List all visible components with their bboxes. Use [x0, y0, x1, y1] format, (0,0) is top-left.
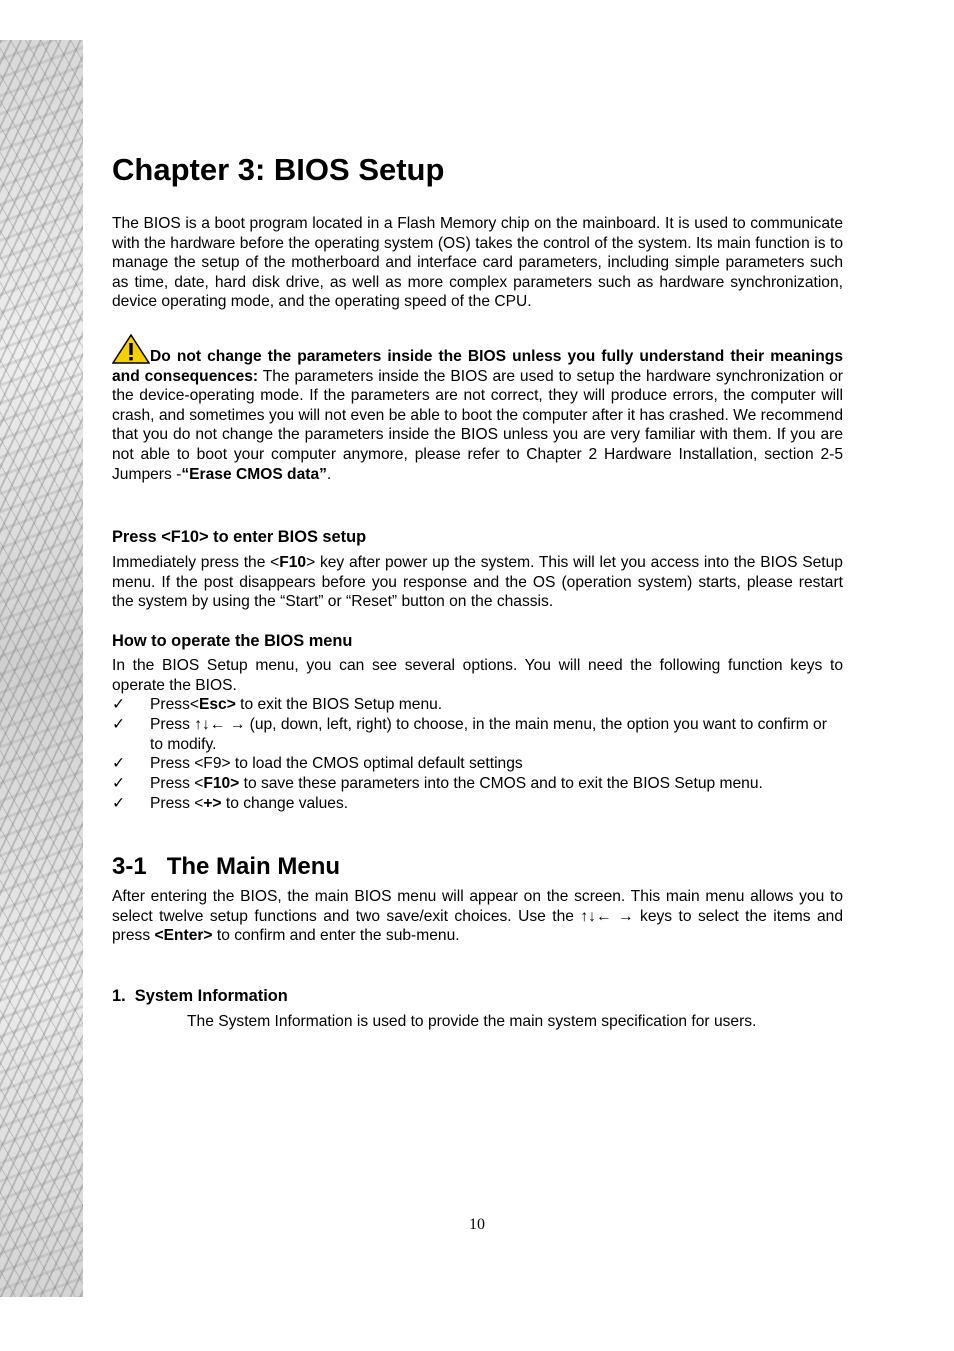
check-icon: ✓ — [112, 715, 126, 733]
item-text: Press < — [150, 794, 204, 812]
check-icon: ✓ — [112, 755, 126, 773]
function-key-list — [112, 695, 843, 814]
list-item — [112, 774, 843, 794]
intro-paragraph: The BIOS is a boot program located in a Flash Memory chip on the mainboard. It is used to communicate with the hardware before the operating system (OS) takes the control of the system. Its main function is to manage the setup of the motherboard and interface card parameters, including simple parameters such as time, date, hard disk drive, as well as more complex parameters such as hardware synchronization, device operating mode, and the operating speed of the CPU. — [112, 215, 843, 311]
item-text: to change values. — [221, 794, 349, 812]
item-text: Press ↑↓← → (up, down, left, right) to choose, in the main menu, the option you want to confirm or to modify. — [150, 715, 827, 753]
operate-heading: How to operate the BIOS menu — [112, 632, 353, 650]
check-icon: ✓ — [112, 696, 126, 713]
main-menu-heading: 3-1 The Main Menu — [112, 853, 341, 880]
f10-heading: Press <F10> to enter BIOS setup — [112, 528, 367, 546]
item-key: F10> — [203, 775, 240, 793]
main-menu-paragraph — [112, 887, 843, 946]
enter-key: <Enter> — [154, 927, 213, 945]
list-item — [112, 695, 843, 715]
f10-key: F10 — [279, 554, 307, 571]
system-info-text: The System Information is used to provide the main system specification for users. — [187, 1013, 757, 1030]
operate-paragraph: In the BIOS Setup menu, you can see several options. You will need the following function keys to operate the BIOS. — [112, 657, 843, 694]
item-text: Press< — [150, 696, 199, 713]
item-text: to exit the BIOS Setup menu. — [235, 696, 443, 713]
f10-text-pre: Immediately press the < — [112, 554, 280, 571]
list-item — [112, 715, 843, 755]
main-menu-text-pre: After entering the BIOS, the main BIOS menu will appear on the screen. This main menu allows you to select twelve setup functions and two save/exit choices. Use the ↑↓← → keys to select the items and press — [112, 888, 843, 945]
f10-paragraph — [112, 553, 843, 612]
system-info-heading: 1. System Information — [112, 987, 288, 1005]
warning-triangle-icon — [112, 334, 150, 364]
marble-side-border — [0, 40, 83, 1297]
list-item — [112, 794, 843, 814]
erase-cmos-reference: “Erase CMOS data” — [181, 465, 327, 483]
item-text: Press < — [150, 775, 204, 793]
page-number: 10 — [469, 1216, 485, 1233]
check-icon: ✓ — [112, 794, 126, 812]
main-menu-text-post: to confirm and enter the sub-menu. — [212, 927, 460, 945]
warning-text: The parameters inside the BIOS are used to setup the hardware synchronization or the device-operating mode. If the parameters are not correct, they will produce errors, the computer will crash, and sometimes you will not even be able to boot the computer after it has crashed. We recommend that you do not change the parameters inside the BIOS unless you are very familiar with them. If you are not able to boot your computer anymore, please refer to Chapter 2 Hardware Installation, section 2-5 Jumpers - — [112, 367, 843, 483]
check-icon: ✓ — [112, 775, 126, 793]
item-text: to save these parameters into the CMOS and to exit the BIOS Setup menu. — [239, 775, 763, 793]
f10-text-post: > key after power up the system. This will let you access into the BIOS Setup menu. If the post disappears before you response and the OS (operation system) starts, please restart the system by using the “Start” or “Reset” button on the chassis. — [112, 554, 843, 611]
item-key: Esc> — [198, 696, 236, 713]
warning-bold-lead: Do not change the parameters inside the BIOS unless you fully understand their meanings and consequences: — [112, 348, 843, 385]
warning-end: . — [326, 465, 332, 483]
item-text: Press <F9> to load the CMOS optimal default settings — [150, 755, 523, 773]
warning-paragraph — [112, 334, 843, 484]
item-key: +> — [203, 794, 222, 812]
list-item — [112, 754, 843, 774]
chapter-title: Chapter 3: BIOS Setup — [112, 152, 445, 187]
